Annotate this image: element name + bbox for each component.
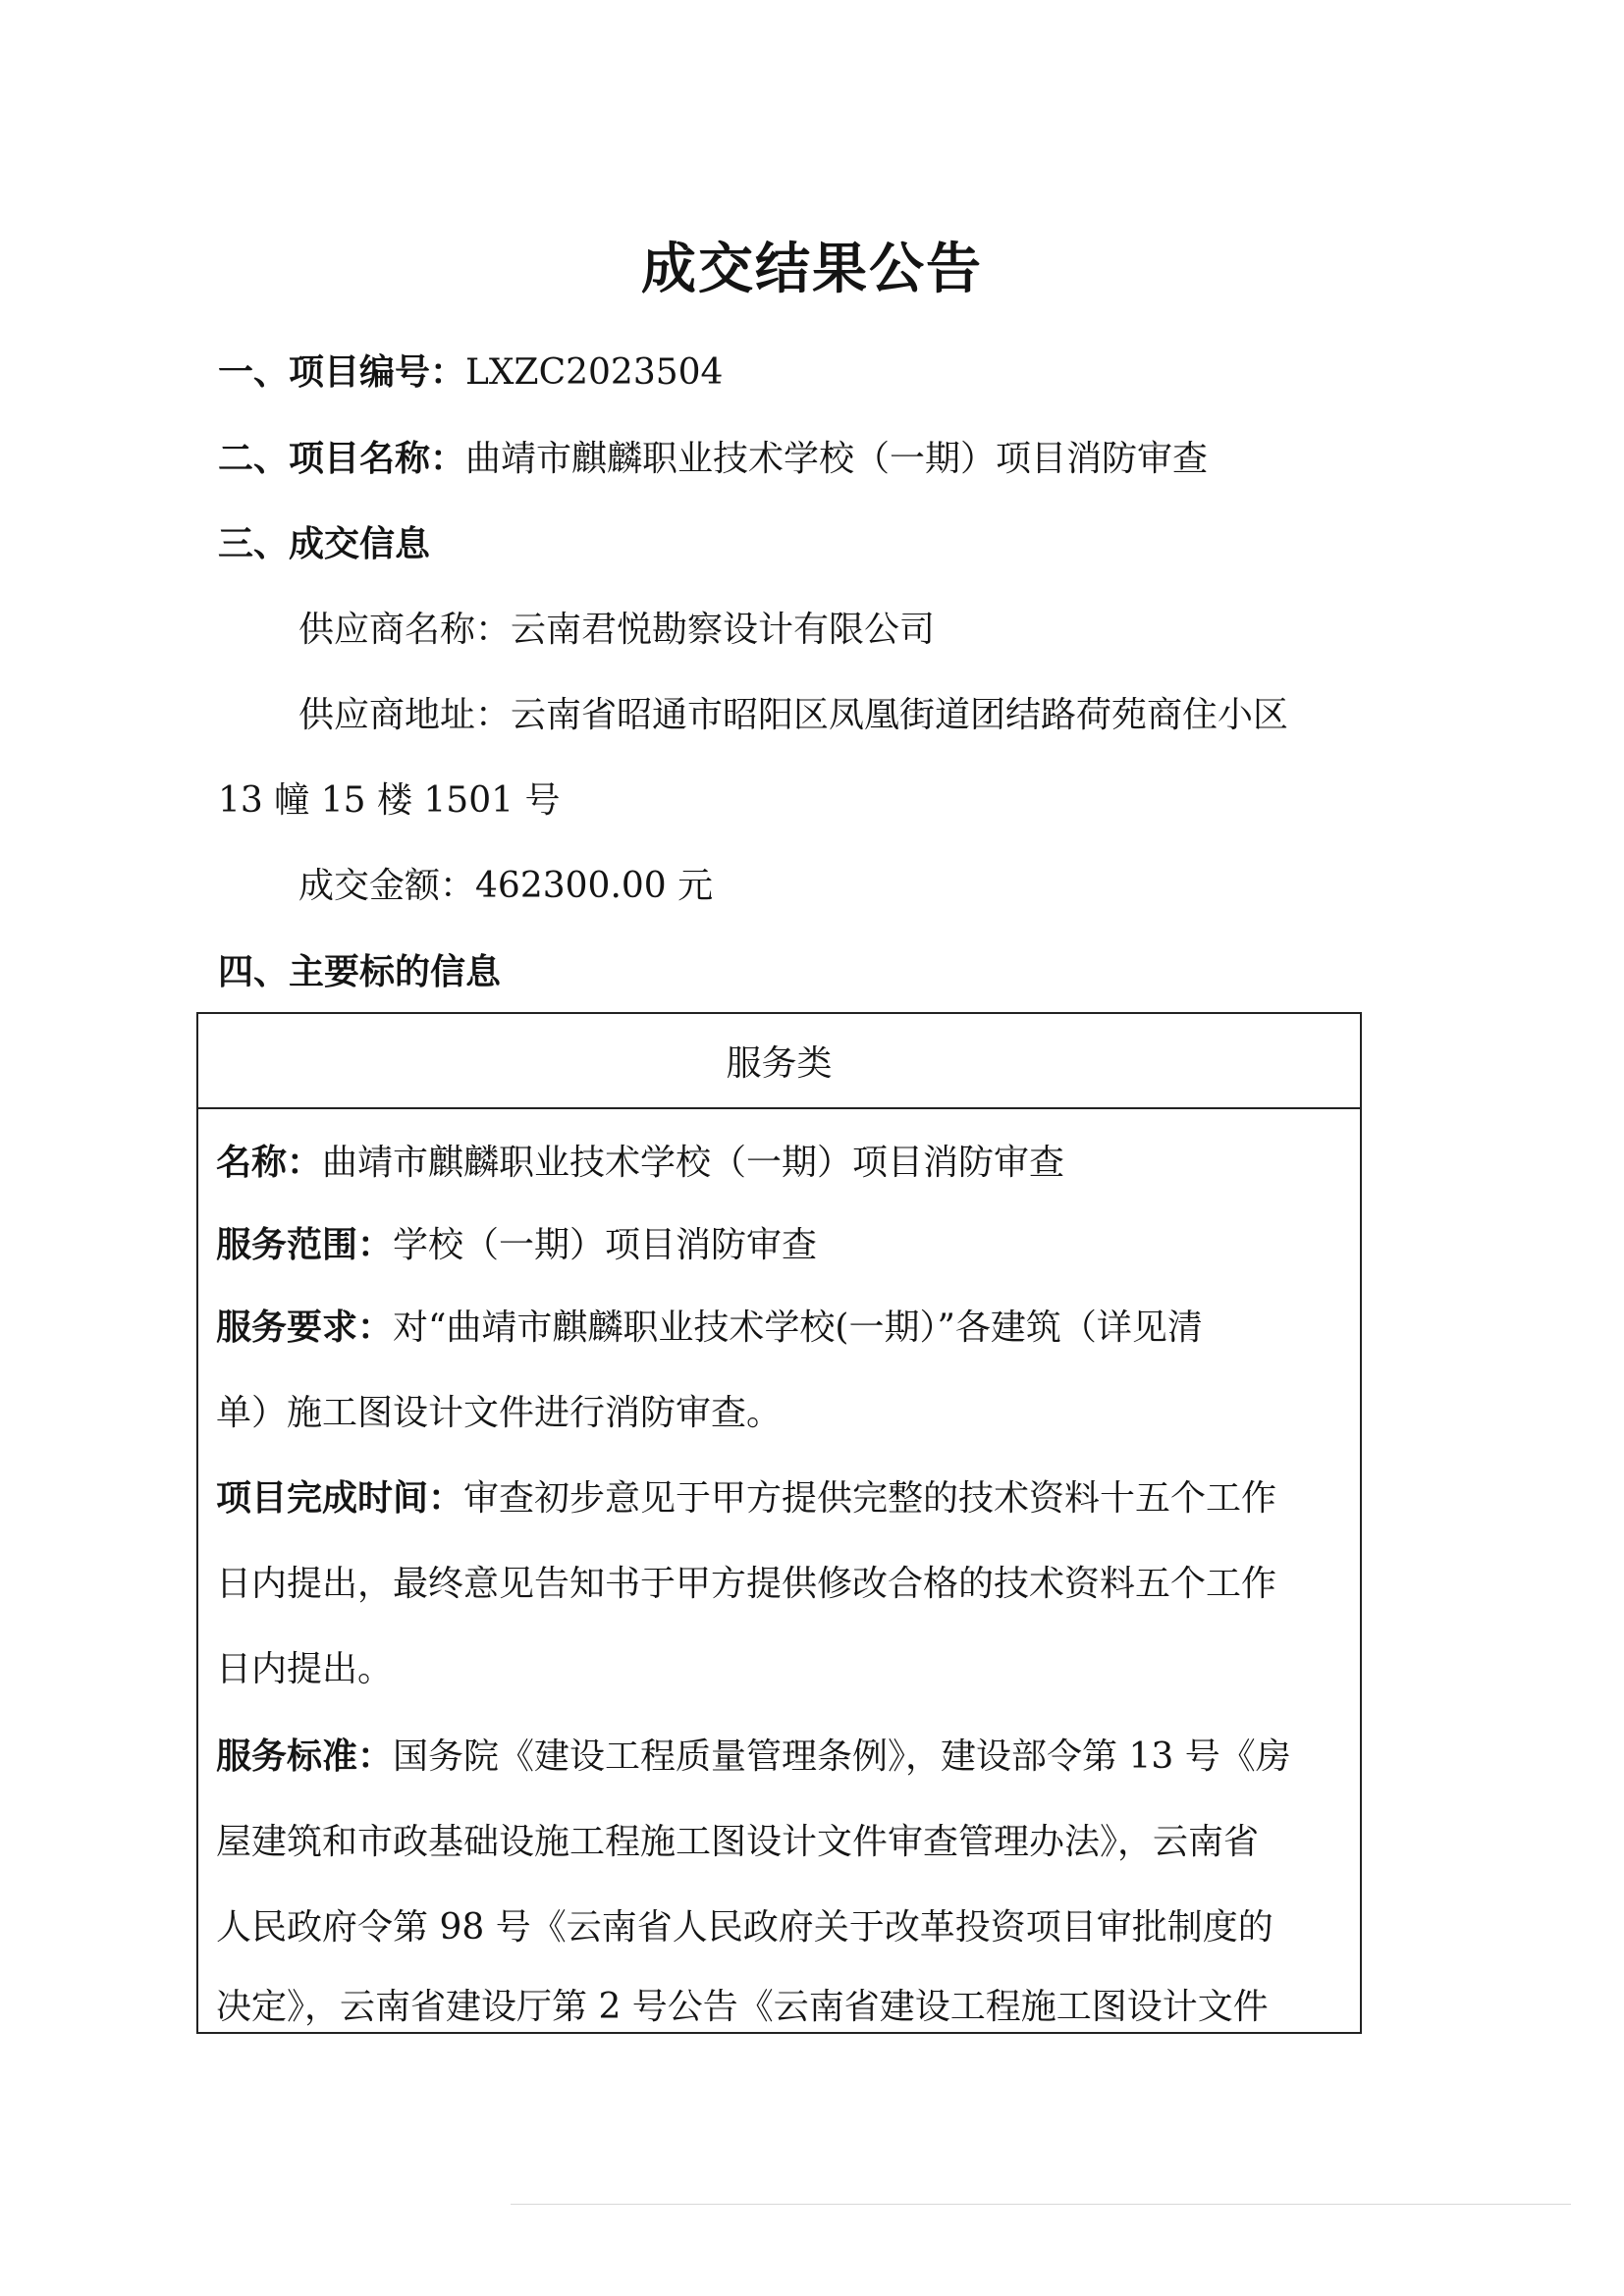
main-subject-heading: 四、主要标的信息 xyxy=(218,952,502,992)
table-standard-line-2: 屋建筑和市政基础设施工程施工图设计文件审查管理办法》，云南省 xyxy=(216,1822,1260,1862)
subject-info-table xyxy=(196,1012,1362,2034)
table-name-label: 名称： xyxy=(216,1143,323,1183)
table-standard-label: 服务标准： xyxy=(216,1736,394,1777)
table-requirement-label: 服务要求： xyxy=(216,1308,394,1348)
table-name-row xyxy=(216,1142,1064,1185)
table-requirement-row xyxy=(216,1307,1203,1350)
table-time-label: 项目完成时间： xyxy=(216,1478,464,1519)
project-name-value: 曲靖市麒麟职业技术学校（一期）项目消防审查 xyxy=(465,439,1209,479)
deal-amount-line xyxy=(298,865,713,908)
supplier-address-continued: 13 幢 15 楼 1501 号 xyxy=(218,780,561,821)
table-time-line-2: 日内提出，最终意见告知书于甲方提供修改合格的技术资料五个工作 xyxy=(216,1564,1277,1604)
table-time-line-3: 日内提出。 xyxy=(216,1649,394,1689)
project-number-line xyxy=(218,351,723,395)
footer-divider xyxy=(511,2204,1571,2205)
table-name-value: 曲靖市麒麟职业技术学校（一期）项目消防审查 xyxy=(322,1143,1065,1183)
project-number-value: LXZC2023504 xyxy=(465,352,724,393)
table-standard-line-1: 国务院《建设工程质量管理条例》，建设部令第 13 号《房 xyxy=(393,1736,1291,1777)
supplier-address-line xyxy=(298,694,1288,737)
supplier-name-label: 供应商名称： xyxy=(298,610,512,650)
deal-info-heading: 三、成交信息 xyxy=(218,524,431,564)
project-name-line xyxy=(218,438,1208,481)
table-standard-row xyxy=(216,1735,1291,1779)
supplier-address-value: 云南省昭通市昭阳区凤凰街道团结路荷苑商住小区 xyxy=(511,695,1289,735)
table-time-row xyxy=(216,1477,1276,1521)
table-standard-line-4: 决定》，云南省建设厅第 2 号公告《云南省建设工程施工图设计文件 xyxy=(216,1987,1269,2027)
table-header-service-type: 服务类 xyxy=(198,1014,1360,1109)
supplier-address-label: 供应商地址： xyxy=(298,695,512,735)
table-time-line-1: 审查初步意见于甲方提供完整的技术资料十五个工作 xyxy=(463,1478,1277,1519)
table-requirement-line-2: 单）施工图设计文件进行消防审查。 xyxy=(216,1393,783,1433)
deal-amount-value: 462300.00 元 xyxy=(475,866,714,906)
table-requirement-line-1: 对“曲靖市麒麟职业技术学校(一期）”各建筑（详见清 xyxy=(393,1308,1203,1348)
supplier-name-value: 云南君悦勘察设计有限公司 xyxy=(511,610,936,650)
deal-amount-label: 成交金额： xyxy=(298,866,476,906)
supplier-name-line xyxy=(298,609,935,652)
table-scope-row xyxy=(216,1224,817,1267)
table-scope-label: 服务范围： xyxy=(216,1225,394,1265)
table-standard-line-3: 人民政府令第 98 号《云南省人民政府关于改革投资项目审批制度的 xyxy=(216,1907,1273,1948)
project-name-label: 二、项目名称： xyxy=(218,439,466,479)
table-scope-value: 学校（一期）项目消防审查 xyxy=(393,1225,818,1265)
document-title: 成交结果公告 xyxy=(641,238,983,301)
project-number-label: 一、项目编号： xyxy=(218,352,466,393)
